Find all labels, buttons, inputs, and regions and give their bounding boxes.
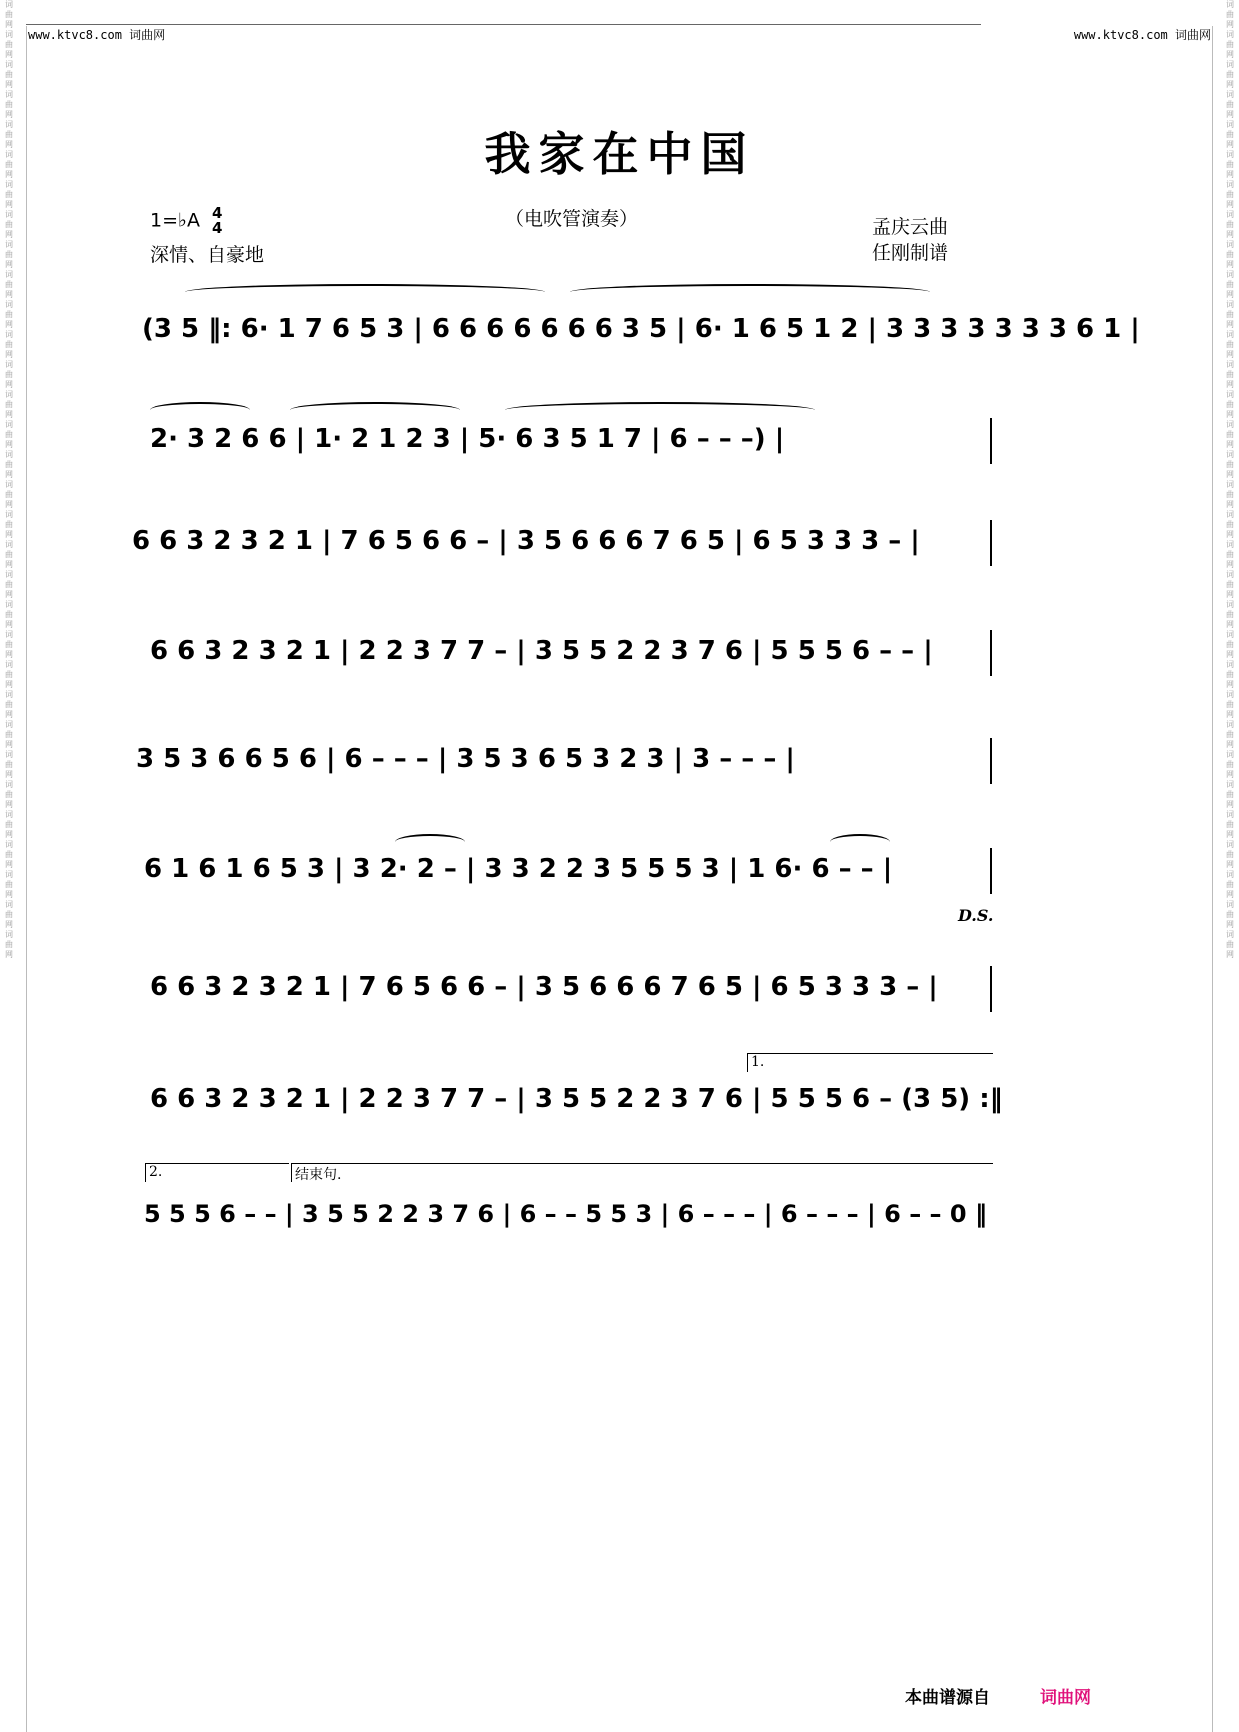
arranger-credit: 任刚制谱 [872,242,949,264]
composer-credit: 孟庆云曲 [872,216,949,238]
barline [990,966,992,1012]
notation-line: 6 6 3 2 3 2 1 | 2 2 3 7 7 – | 3 5 5 2 2 3 7 6 | 5 5 5 6 – (3 5) :‖ [150,1084,1003,1114]
slur [290,402,460,418]
key-signature: 1=♭A [150,209,200,232]
score-system-2 [150,410,1100,470]
slur [570,284,930,300]
score-system-1 [142,300,1140,360]
left-frame-line [26,26,27,1732]
slur [830,834,890,850]
notation-line: (3 5 ‖: 6· 1 7 6 5 3 | 6 6 6 6 6 6 6 3 5 | 6· 1 6 5 1 2 | 3 3 3 3 3 3 3 6 1 | [142,314,1140,344]
barline [990,848,992,894]
right-frame-line [1212,26,1213,1732]
first-ending-bracket: 1. [747,1053,993,1072]
time-bottom: 4 [212,219,223,237]
site-url-left[interactable]: www.ktvc8.com 词曲网 [28,28,166,42]
score-system-8 [150,1070,1100,1130]
score-system-3 [132,512,1100,572]
dal-segno-mark: D.S. [958,906,994,925]
slur [185,284,545,300]
song-title: 我家在中国 [484,127,755,181]
notation-line: 5 5 5 6 – – | 3 5 5 2 2 3 7 6 | 6 – – 5 5 3 | 6 – – – | 6 – – – | 6 – – 0 ‖ [144,1200,987,1228]
score-system-9 [144,1186,1100,1246]
performance-note: （电吹管演奏） [505,208,639,230]
score-system-6 [144,840,1100,900]
barline [990,738,992,784]
right-watermark-strip: 词曲网 词曲网 词曲网 词曲网 词曲网 词曲网 词曲网 词曲网 词曲网 词曲网 词曲网 词曲网 词曲网 词曲网 词曲网 词曲网 词曲网 词曲网 词曲网 词曲网 词曲网 词曲网 词曲网 词曲网 词曲网 词曲网 词曲网 词曲网 词曲网 词曲网 词曲网 词曲网 [1226,0,1234,959]
score-system-5 [136,730,1100,790]
barline [990,630,992,676]
notation-line: 2· 3 2 6 6 | 1· 2 1 2 3 | 5· 6 3 5 1 7 | 6 – – –) | [150,424,785,454]
notation-line: 6 1 6 1 6 5 3 | 3 2· 2 – | 3 3 2 2 3 5 5 5 3 | 1 6· 6 – – | [144,854,893,884]
time-signature [212,206,222,236]
barline [990,520,992,566]
expression-marking: 深情、自豪地 [150,244,265,266]
score-system-7 [150,958,1100,1018]
barline [990,418,992,464]
left-watermark-strip: 词曲网 词曲网 词曲网 词曲网 词曲网 词曲网 词曲网 词曲网 词曲网 词曲网 词曲网 词曲网 词曲网 词曲网 词曲网 词曲网 词曲网 词曲网 词曲网 词曲网 词曲网 词曲网 词曲网 词曲网 词曲网 词曲网 词曲网 词曲网 词曲网 词曲网 词曲网 词曲网 [5,0,13,959]
top-rule [26,24,981,25]
notation-line: 6 6 3 2 3 2 1 | 2 2 3 7 7 – | 3 5 5 2 2 3 7 6 | 5 5 5 6 – – | [150,636,933,666]
second-ending-bracket: 2. [145,1163,289,1182]
key-signature-block [150,206,222,236]
slur [150,402,250,418]
notation-line: 6 6 3 2 3 2 1 | 7 6 5 6 6 – | 3 5 6 6 6 7 6 5 | 6 5 3 3 3 – | [150,972,938,1002]
notation-line: 6 6 3 2 3 2 1 | 7 6 5 6 6 – | 3 5 6 6 6 7 6 5 | 6 5 3 3 3 – | [132,526,920,556]
footer-source-label: 本曲谱源自 [905,1688,990,1708]
slur [505,402,815,418]
site-url-right[interactable]: www.ktvc8.com 词曲网 [1073,28,1211,42]
time-top: 4 [212,204,223,222]
footer-brand-link[interactable]: 词曲网 [1040,1688,1091,1708]
slur [395,834,465,850]
notation-line: 3 5 3 6 6 5 6 | 6 – – – | 3 5 3 6 5 3 2 3 | 3 – – – | [136,744,795,774]
score-system-4 [150,622,1100,682]
coda-bracket: 结束句. [291,1163,993,1182]
